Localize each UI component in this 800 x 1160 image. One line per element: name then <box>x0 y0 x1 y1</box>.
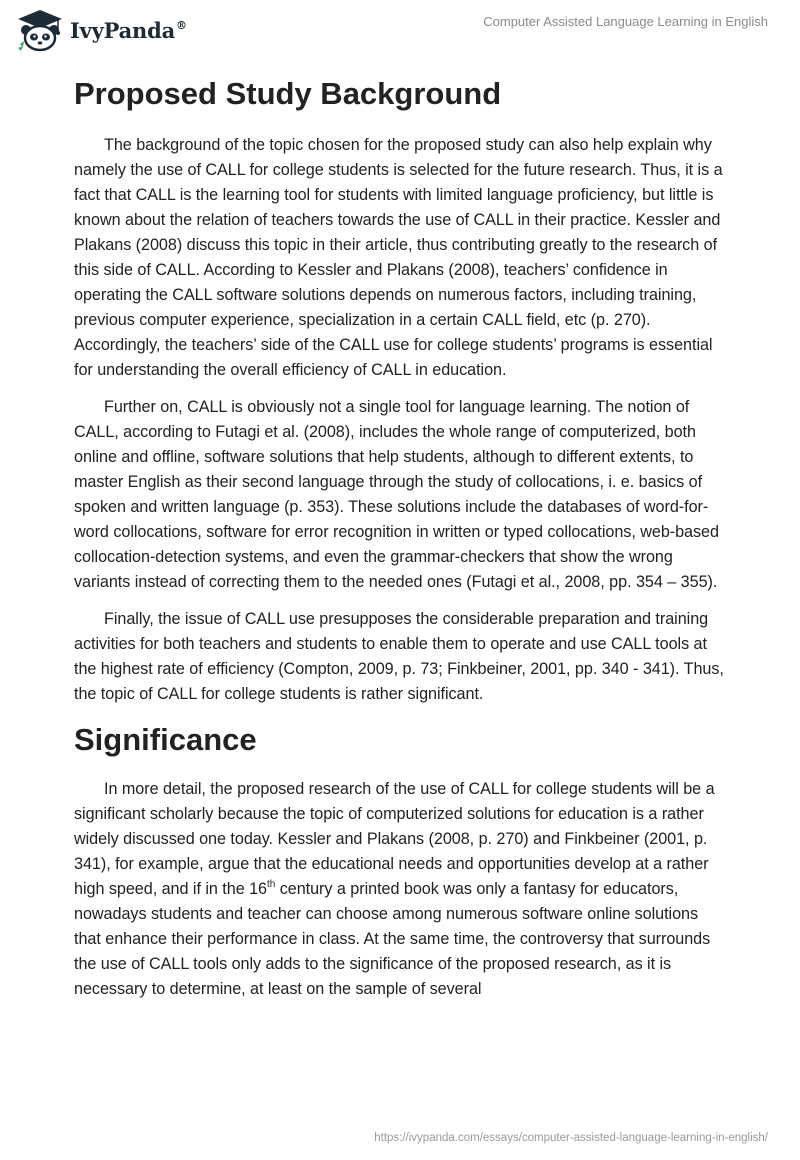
paragraph: The background of the topic chosen for the proposed study can also help explain why namely the use of CALL for college students is selected for the future research. Thus, it is a fact that CALL is the learning tool for students with limited language proficiency, but little is known about the relation of teachers towards the use of CALL in their practice. Kessler and Plakans (2008) discuss this topic in their article, thus contributing greatly to the research of this side of CALL. According to Kessler and Plakans (2008), teachers’ confidence in operating the CALL software solutions depends on numerous factors, including training, previous computer experience, specialization in a certain CALL field, etc (p. 270). Accordingly, the teachers’ side of the CALL use for college students’ programs is essential for understanding the overall efficiency of CALL in education. <box>74 136 723 379</box>
essay-content <box>74 70 726 1014</box>
document-title: Computer Assisted Language Learning in English <box>483 14 768 29</box>
source-url[interactable]: https://ivypanda.com/essays/computer-assisted-language-learning-in-english/ <box>374 1132 768 1144</box>
section-heading-significance: Significance <box>74 722 257 757</box>
logo-text: IvyPanda® <box>70 17 187 43</box>
paragraph: Finally, the issue of CALL use presupposes the considerable preparation and training activities for both teachers and students to enable them to operate and use CALL tools at the highest rate of efficiency (Compton, 2009, p. 73; Finkbeiner, 2001, pp. 340 - 341). Thus, the topic of CALL for college students is rather significant. <box>74 610 724 703</box>
section-heading-background: Proposed Study Background <box>74 76 502 111</box>
logo[interactable] <box>14 8 187 52</box>
panda-graduate-icon <box>14 8 66 52</box>
paragraph: In more detail, the proposed research of the use of CALL for college students will be a significant scholarly because the topic of computerized solutions for education is a rather widely discussed one today. Kessler and Plakans (2008, p. 270) and Finkbeiner (2001, p. 341), for example, argue that the educational needs and opportunities develop at a rather high speed, and if in the 16th century a printed book was only a fantasy for educators, nowadays students and teacher can choose among numerous software online solutions that enhance their performance in class. At the same time, the controversy that surrounds the use of CALL tools only adds to the significance of the proposed research, as it is necessary to determine, at least on the sample of several <box>74 780 715 998</box>
paragraph: Further on, CALL is obviously not a single tool for language learning. The notion of CALL, according to Futagi et al. (2008), includes the whole range of computerized, both online and offline, software solutions that help students, although to different extents, to master English as their second language through the study of collocations, i. e. basics of spoken and written language (p. 353). These solutions include the databases of word-for-word collocations, software for error recognition in written or typed collocations, web-based collocation-detection systems, and even the grammar-checkers that show the wrong variants instead of correcting them to the needed ones (Futagi et al., 2008, pp. 354 – 355). <box>74 398 719 591</box>
page-header <box>0 0 800 60</box>
